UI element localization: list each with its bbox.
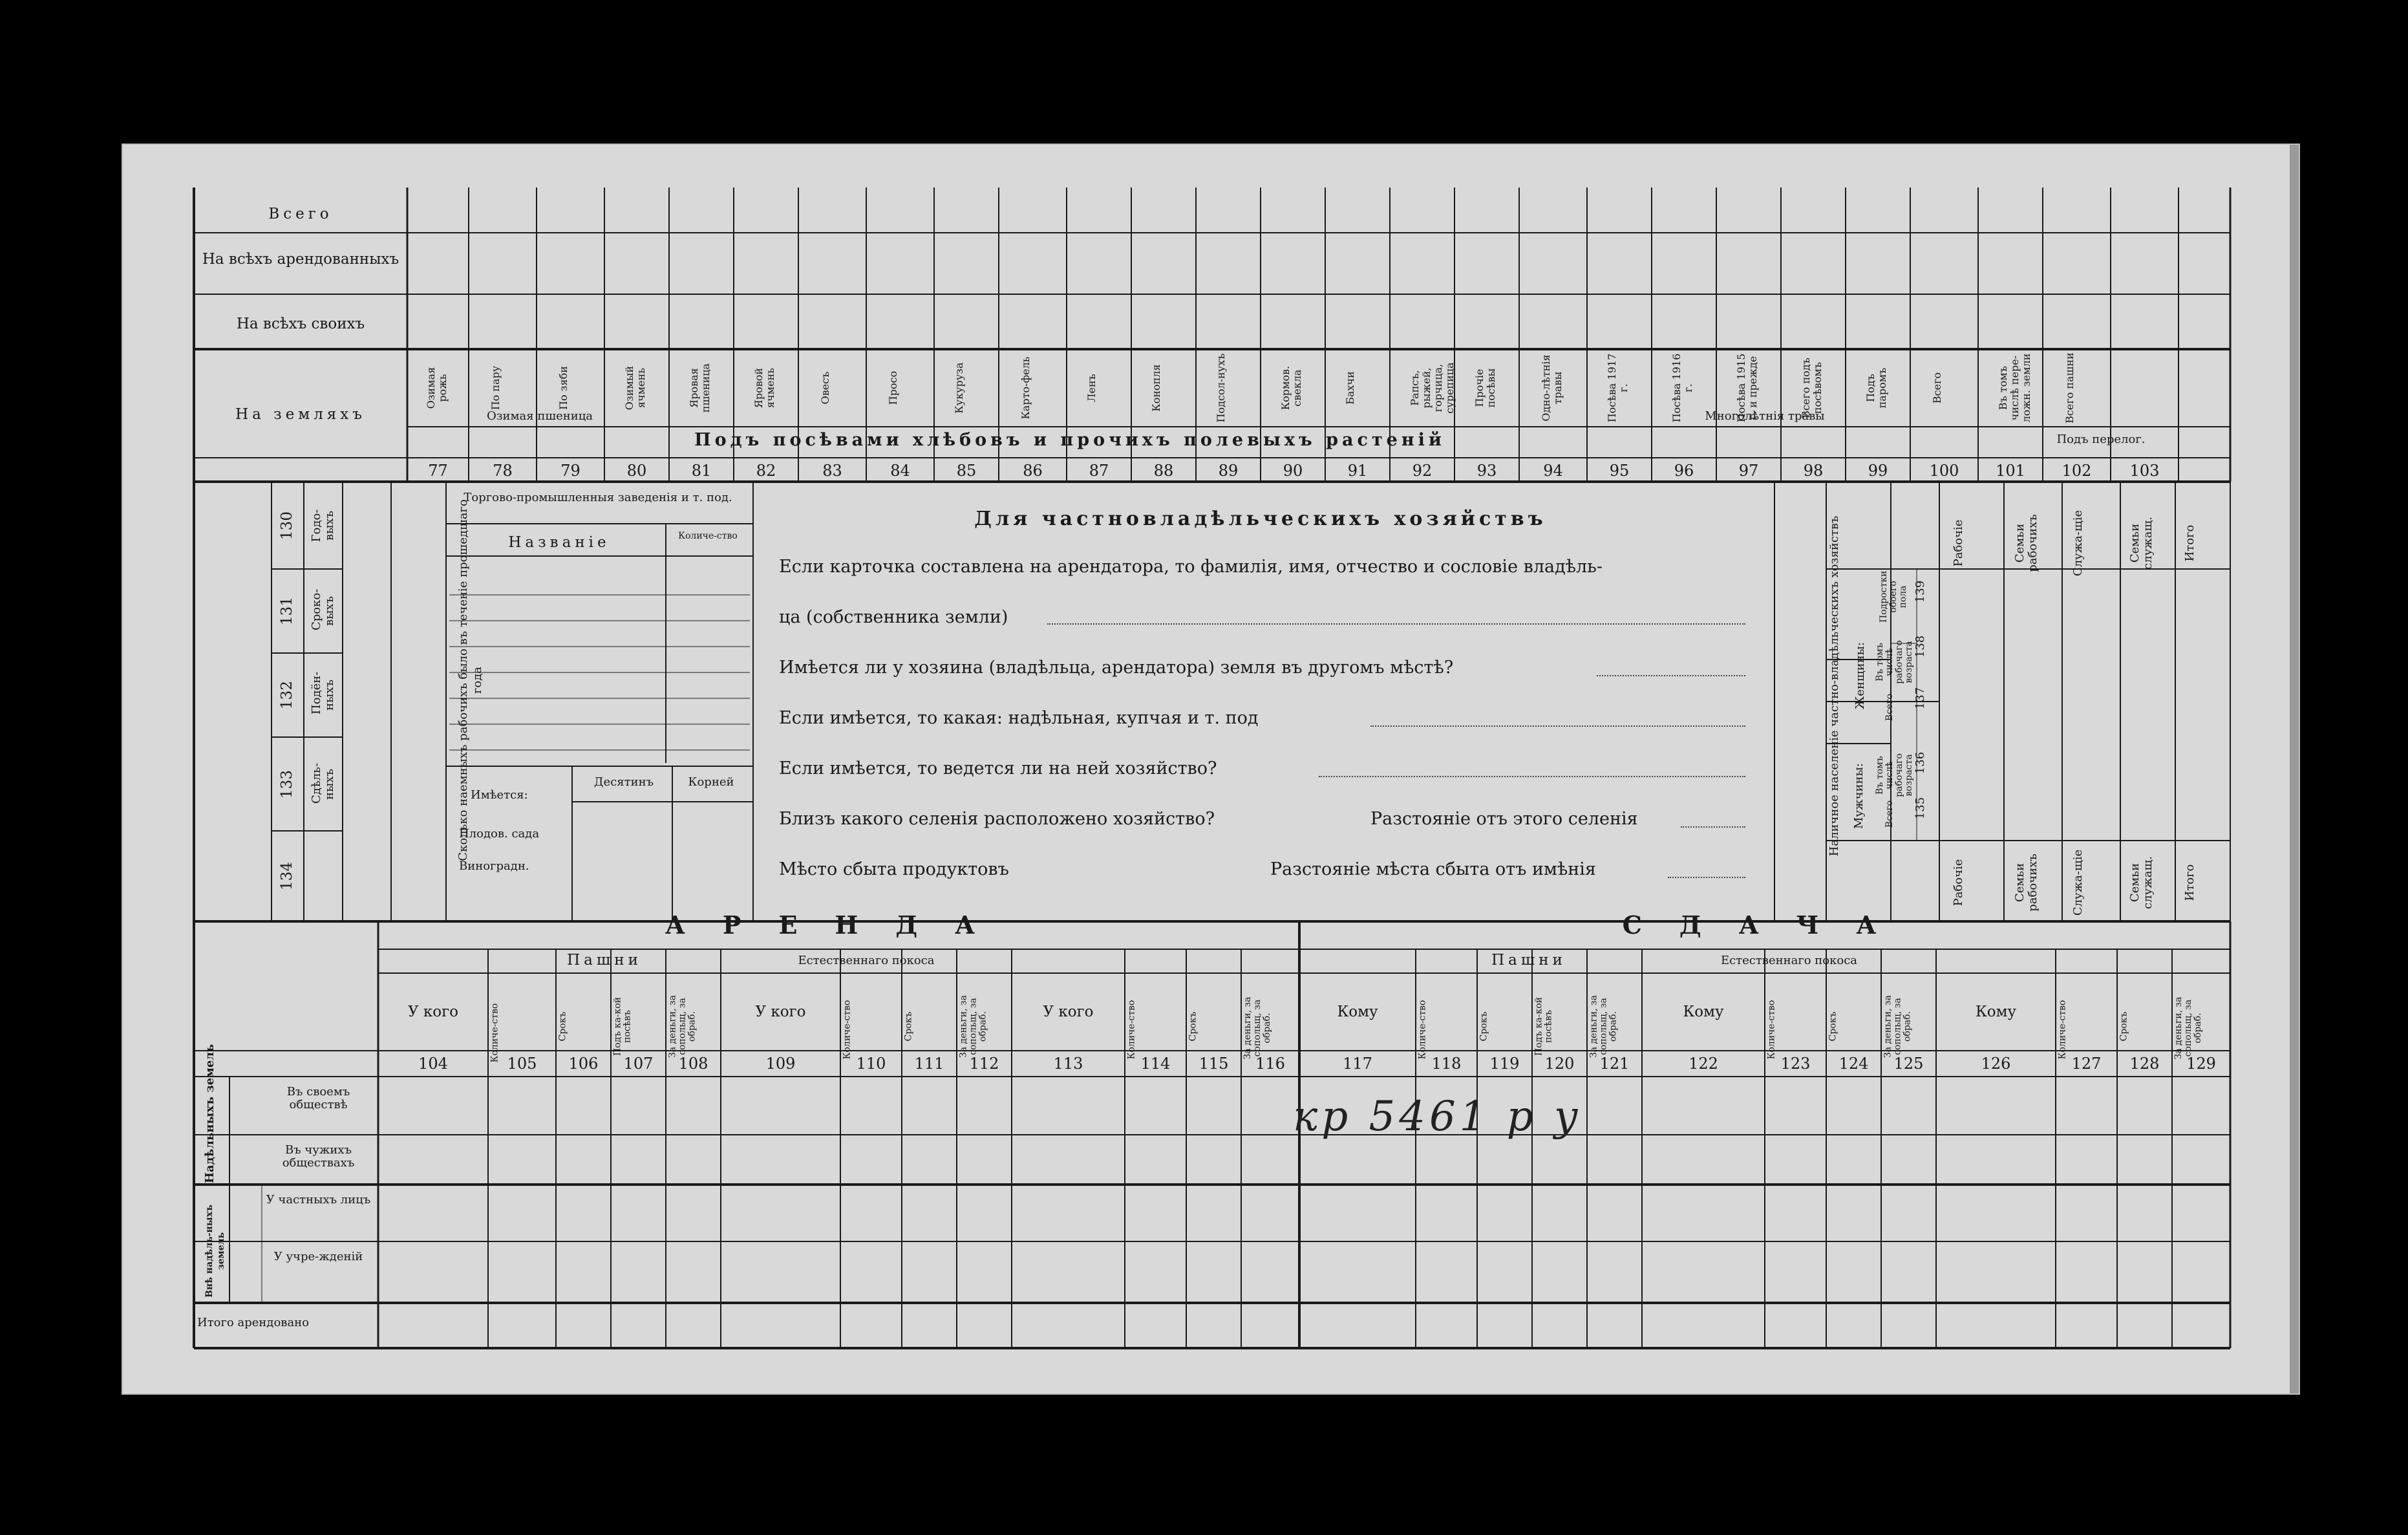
arenda-heading: АРЕНДА — [665, 910, 1013, 939]
population-col-bottom-4: Итого — [2182, 864, 2197, 901]
worker-number-3: 133 — [279, 769, 295, 799]
population-col-number-4: 139 — [1913, 580, 1927, 603]
population-col-number-0: 135 — [1913, 797, 1927, 820]
worker-type-3: Сдѣль-ныхъ — [310, 762, 336, 804]
top-col-number-8: 85 — [956, 462, 977, 480]
top-col-number-2: 79 — [560, 462, 581, 480]
desyatin-header: Десятинъ — [593, 775, 654, 789]
sdacha-col-number-4: 121 — [1599, 1055, 1630, 1073]
top-col-number-14: 91 — [1347, 462, 1368, 480]
hired-workers-title: Сколько наемныхъ рабочихъ было въ теченіе прошедшаго года — [456, 499, 484, 861]
bottom-col-header-s1: Количе-ство — [1417, 1000, 1427, 1060]
korney-header: Корней — [688, 775, 734, 789]
population-col-top-0: Рабочіе — [1952, 519, 1965, 567]
sdacha-col-number-8: 125 — [1893, 1055, 1924, 1073]
worker-number-1: 131 — [279, 597, 295, 625]
bottom-col-header-s11: Срокъ — [2118, 1011, 2129, 1042]
sdacha-col-number-12: 129 — [2186, 1055, 2216, 1073]
top-col-number-1: 78 — [493, 462, 513, 480]
bottom-col-header-a10: Количе-ство — [1126, 1000, 1136, 1060]
top-col-number-12: 89 — [1218, 462, 1239, 480]
bottom-col-header-a7: Срокъ — [903, 1011, 913, 1042]
worker-type-0: Годо-выхъ — [310, 509, 336, 542]
question-village-distance: Разстояніе отъ этого селенія — [1370, 809, 1638, 829]
top-col-header-5: Яровой ячмень — [752, 367, 776, 409]
bottom-col-header-s8: За деньги, за сопольщ, за обраб. — [1882, 995, 1912, 1058]
question-farming: Если имѣется, то ведется ли на ней хозяйство? — [779, 758, 1217, 778]
worker-number-4: 134 — [279, 862, 295, 890]
bottom-col-header-a12: За деньги, за сопольщ, за обраб. — [1242, 996, 1272, 1060]
worker-type-1: Сроко-выхъ — [310, 588, 336, 630]
arenda-col-number-6: 110 — [856, 1055, 886, 1073]
sdacha-pokos-header: Естественнаго покоса — [1720, 954, 1858, 967]
top-col-header-18: Посѣва 1917 г. — [1606, 353, 1630, 423]
question-market: Мѣсто сбыта продуктовъ — [779, 859, 1009, 879]
trade-title: Торгово-промышленныя заведенія и т. под. — [463, 491, 732, 504]
sowing-caption: Подъ посѣвами хлѣбовъ и прочихъ полевыхъ растеній — [694, 430, 1445, 450]
top-col-number-15: 92 — [1412, 462, 1433, 480]
question-owner-line1: Если карточка составлена на арендатора, то фамилія, имя, отчество и сословіе владѣль- — [779, 557, 1603, 577]
arenda-col-number-2: 106 — [568, 1055, 599, 1073]
bottom-row-label-0: Въ своемъ обществѣ — [286, 1085, 350, 1111]
top-col-header-21: Всего подъ посѣвомъ — [1800, 358, 1824, 418]
top-col-header-0: Озимая рожь — [424, 367, 449, 409]
top-col-number-13: 90 — [1283, 462, 1303, 480]
sdacha-col-number-11: 128 — [2129, 1055, 2160, 1073]
top-col-number-9: 86 — [1023, 462, 1043, 480]
top-col-number-20: 97 — [1738, 462, 1759, 480]
top-col-header-10: Ленъ — [1085, 374, 1098, 402]
row-label-own: На всѣхъ своихъ — [236, 316, 365, 332]
arenda-col-number-1: 105 — [507, 1055, 537, 1073]
bottom-row-label-1: Въ чужихъ обществахъ — [282, 1143, 355, 1170]
population-col-top-3: Семьи служащ. — [2127, 517, 2155, 570]
bottom-col-header-a4: За деньги, за сопольщ, за обраб. — [667, 995, 697, 1058]
population-col-top-2: Служа-щіе — [2071, 510, 2085, 577]
bottom-col-header-a1: Количе-ство — [489, 1003, 500, 1063]
arenda-col-number-10: 114 — [1140, 1055, 1171, 1073]
population-col-top-4: Итого — [2182, 524, 2197, 562]
bottom-col-header-s4: За деньги, за сопольщ, за обраб. — [1588, 995, 1618, 1058]
top-col-header-15: Рапсъ, рыжей, горчица, сурепица — [1409, 362, 1456, 414]
top-col-number-19: 96 — [1674, 462, 1694, 480]
bottom-row-label-3: У учре-жденій — [273, 1250, 363, 1263]
winter-wheat-label: Озимая пшеница — [486, 409, 593, 423]
vineyard-label: Виноградн. — [459, 859, 529, 873]
trade-qty-header: Количе-ство — [678, 531, 738, 541]
bottom-col-header-s7: Срокъ — [1827, 1011, 1838, 1042]
top-col-header-2: По зяби — [557, 366, 570, 410]
top-col-header-4: Яровая пшеница — [688, 363, 712, 413]
top-col-header-24: Въ томъ числѣ пере-ложн. земли — [1997, 353, 2032, 423]
top-col-header-13: Кормов. свекла — [1279, 365, 1303, 411]
question-other-land: Имѣется ли у хозяина (владѣльца, арендатора) земля въ другомъ мѣстѣ? — [779, 658, 1454, 678]
sdacha-col-number-1: 118 — [1431, 1055, 1462, 1073]
top-col-number-25: 102 — [2062, 462, 2092, 480]
top-col-header-12: Подсол-нухъ — [1215, 353, 1227, 423]
bottom-col-header-a5: У кого — [755, 1004, 806, 1020]
population-title: Наличное населеніе частно-владѣльческихъ хозяйствъ — [1827, 515, 1841, 857]
top-col-header-19: Посѣва 1916 г. — [1670, 353, 1694, 423]
bottom-col-header-a0: У кого — [407, 1004, 459, 1020]
top-col-header-8: Кукуруза — [953, 362, 965, 414]
top-col-number-17: 94 — [1543, 462, 1563, 480]
arenda-col-number-4: 108 — [678, 1055, 709, 1073]
top-col-header-25: Всего пашни — [2063, 352, 2076, 424]
sdacha-col-number-6: 123 — [1780, 1055, 1811, 1073]
nadel-label: Надѣльныхъ земель — [203, 1044, 217, 1183]
top-col-number-24: 101 — [1996, 462, 2025, 480]
bottom-col-header-a9: У кого — [1043, 1004, 1094, 1020]
population-col-bottom-0: Рабочіе — [1952, 859, 1965, 907]
sdacha-col-number-0: 117 — [1343, 1055, 1372, 1073]
women-working-age-label: Въ томъ числѣ рабочаго возраста — [1875, 640, 1914, 684]
teen-label: Подростки обоего пола — [1879, 570, 1908, 623]
bottom-col-header-s12: За деньги, за сопольщ, за обраб. — [2173, 996, 2203, 1060]
women-total-label: Всего — [1884, 693, 1895, 722]
handwritten-note: кр 5461 р у — [1293, 1093, 1582, 1141]
top-col-number-22: 99 — [1868, 462, 1888, 480]
population-col-number-1: 136 — [1913, 751, 1927, 775]
bottom-col-header-a8: За деньги, за сопольщ, за обраб. — [958, 995, 988, 1058]
top-col-number-0: 77 — [428, 462, 448, 480]
population-col-bottom-3: Семьи служащ. — [2127, 856, 2155, 909]
top-col-header-11: Конопля — [1150, 364, 1162, 412]
women-label: Женщины: — [1853, 642, 1867, 709]
bottom-col-header-s5: Кому — [1683, 1004, 1724, 1020]
arenda-col-number-3: 107 — [623, 1055, 654, 1073]
worker-type-2: Подён-ныхъ — [310, 671, 336, 714]
bottom-col-header-s9: Кому — [1975, 1004, 2017, 1020]
bottom-col-header-s0: Кому — [1337, 1004, 1378, 1020]
trade-name-header: Названіе — [508, 534, 610, 551]
arenda-col-number-5: 109 — [765, 1055, 796, 1073]
vnenadel-label: Внѣ надѣль-ныхъ земель — [204, 1205, 226, 1298]
arenda-col-number-7: 111 — [914, 1055, 944, 1073]
row-label-lands: На земляхъ — [235, 406, 366, 423]
worker-number-2: 132 — [279, 681, 295, 709]
men-total-label: Всего — [1884, 800, 1895, 828]
bottom-col-header-a2: Срокъ — [557, 1011, 568, 1042]
private-farms-title: Для частновладѣльческихъ хозяйствъ — [974, 508, 1547, 530]
arenda-col-number-11: 115 — [1199, 1055, 1229, 1073]
has-label: Имѣется: — [471, 788, 528, 802]
top-col-number-23: 100 — [1929, 462, 1959, 480]
top-col-number-11: 88 — [1153, 462, 1174, 480]
top-col-number-10: 87 — [1089, 462, 1109, 480]
perennial-grass-label: Многолѣтнія травы — [1705, 409, 1825, 423]
top-col-number-5: 82 — [756, 462, 776, 480]
top-col-header-20: Посѣва 1915 г. и прежде — [1735, 353, 1759, 423]
men-label: Мужчины: — [1852, 763, 1866, 829]
top-col-number-3: 80 — [626, 462, 647, 480]
sdacha-col-number-7: 124 — [1838, 1055, 1869, 1073]
sdacha-col-number-2: 119 — [1489, 1055, 1520, 1073]
sdacha-col-number-9: 126 — [1981, 1055, 2011, 1073]
top-col-header-9: Карто-фель — [1019, 356, 1032, 420]
arenda-pashni-header: Пашни — [567, 952, 642, 969]
question-market-distance: Разстояніе мѣста сбыта отъ имѣнія — [1270, 859, 1596, 879]
top-col-number-26: 103 — [2129, 462, 2160, 480]
arenda-col-number-0: 104 — [418, 1055, 448, 1073]
arenda-col-number-12: 116 — [1255, 1055, 1285, 1073]
sdacha-heading: СДАЧА — [1622, 910, 1914, 939]
sdacha-col-number-5: 122 — [1689, 1055, 1718, 1073]
bottom-col-header-a3: Подъ ка-кой посѣвъ — [612, 997, 632, 1056]
top-col-number-7: 84 — [890, 462, 910, 480]
top-col-header-3: Озимый ячмень — [623, 365, 647, 411]
bottom-col-header-s2: Срокъ — [1478, 1011, 1489, 1042]
sdacha-col-number-10: 127 — [2071, 1055, 2102, 1073]
arenda-col-number-8: 112 — [969, 1055, 999, 1073]
sdacha-col-number-3: 120 — [1544, 1055, 1575, 1073]
bottom-col-header-a11: Срокъ — [1188, 1011, 1198, 1042]
sdacha-pashni-header: Пашни — [1491, 952, 1566, 969]
top-col-number-21: 98 — [1803, 462, 1824, 480]
bottom-col-header-s10: Количе-ство — [2057, 1000, 2067, 1060]
men-working-age-label: Въ томъ числѣ рабочаго возраста — [1875, 753, 1914, 797]
top-col-header-14: Бахчи — [1344, 371, 1356, 405]
population-col-number-3: 138 — [1913, 635, 1927, 658]
worker-number-0: 130 — [279, 511, 295, 540]
population-col-bottom-2: Служа-щіе — [2071, 849, 2085, 916]
question-land-type: Если имѣется, то какая: надѣльная, купчая и т. под — [779, 708, 1259, 728]
top-col-header-1: По пару — [489, 365, 502, 411]
top-col-number-6: 83 — [822, 462, 842, 480]
bottom-col-header-s3: Подъ ка-кой посѣвъ — [1533, 997, 1553, 1056]
orchard-label: Плодов. сада — [459, 827, 540, 841]
row-label-total: Всего — [268, 206, 333, 222]
population-col-bottom-1: Семьи рабочихъ — [2013, 853, 2040, 912]
top-col-header-23: Всего — [1930, 372, 1943, 404]
top-col-header-16: Прочіе посѣвы — [1473, 368, 1497, 408]
itogo-label: Итого арендовано — [197, 1316, 310, 1329]
top-col-number-16: 93 — [1476, 462, 1497, 480]
top-col-number-4: 81 — [691, 462, 712, 480]
question-village: Близъ какого селенія расположено хозяйство? — [779, 809, 1215, 829]
arenda-col-number-9: 113 — [1053, 1055, 1083, 1073]
top-col-header-22: Подъ паромъ — [1864, 367, 1888, 409]
question-owner-line2: ца (собственника земли) — [779, 607, 1008, 627]
fallow-label: Подъ перелог. — [2056, 433, 2146, 446]
bottom-col-header-s6: Количе-ство — [1766, 1000, 1776, 1060]
population-col-number-2: 137 — [1913, 687, 1927, 710]
bottom-row-label-2: У частныхъ лицъ — [266, 1193, 371, 1207]
bottom-col-header-a6: Количе-ство — [842, 1000, 852, 1060]
row-label-rented: На всѣхъ арендованныхъ — [202, 251, 400, 268]
top-col-number-18: 95 — [1609, 462, 1630, 480]
top-col-header-17: Одно-лѣтнія травы — [1539, 354, 1564, 422]
population-col-top-1: Семьи рабочихъ — [2013, 514, 2040, 572]
arenda-pokos-header: Естественнаго покоса — [798, 954, 935, 967]
top-col-header-7: Просо — [886, 370, 899, 405]
top-col-header-6: Овесъ — [818, 371, 831, 405]
